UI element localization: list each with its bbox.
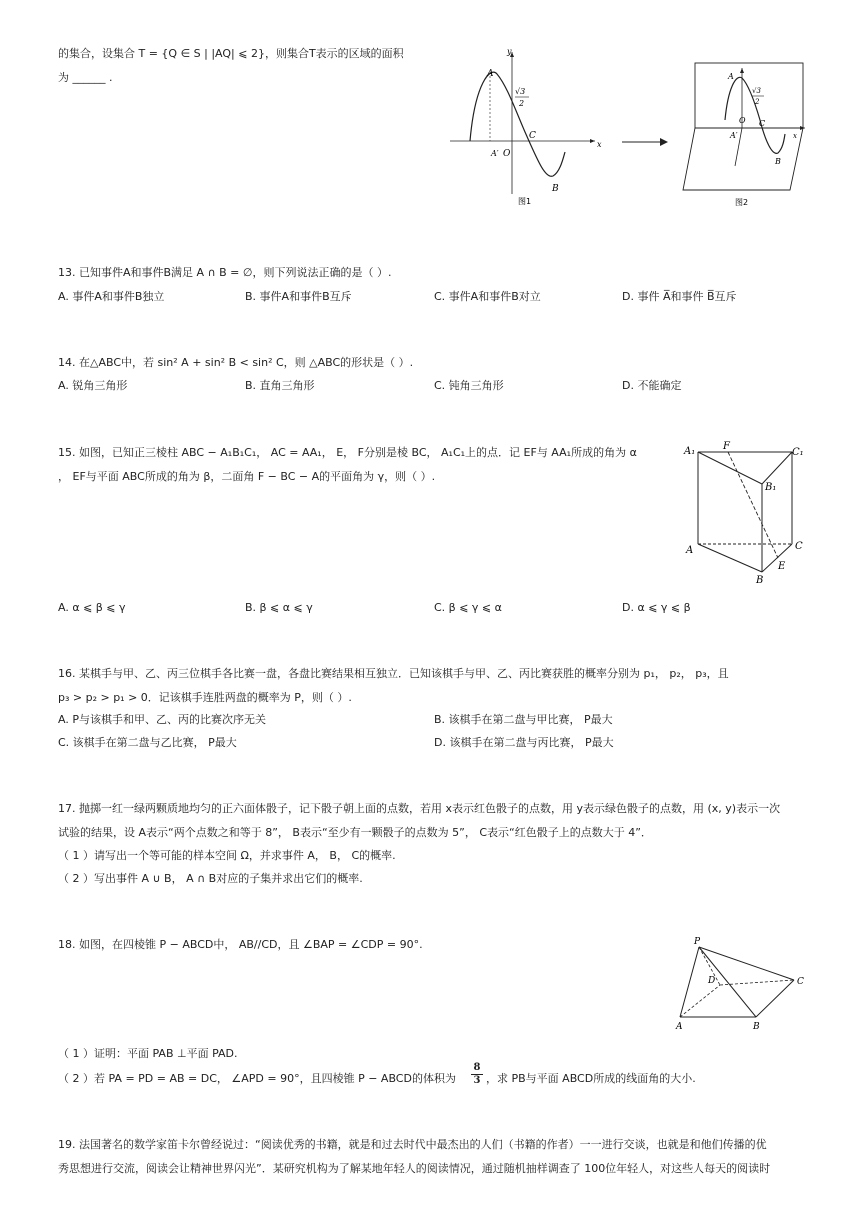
prism-label-e: E [778,561,786,572]
fig1-label-c: C [529,131,536,141]
prism-label-b: B [756,575,764,586]
fig1-label-sqrt3: √3 [515,87,526,96]
q17-sub1: （ 1 ）请写出一个等可能的样本空间 Ω，并求事件 A， B， C的概率. [58,849,396,862]
q18-stem: 18. 如图，在四棱锥 P − ABCD中， AB//CD，且 ∠BAP = ∠CDP = 90°. [58,938,423,951]
fig2-label-o: O [739,116,746,125]
fig1-label-y: y [507,47,512,56]
fig2-label-b: B [775,157,781,166]
q15-option-d[interactable]: D. α ⩽ γ ⩽ β [622,601,691,614]
q16-option-d[interactable]: D. 该棋手在第二盘与丙比赛， P最大 [434,736,614,749]
q17-line2: 试验的结果，设 A表示“两个点数之和等于 8”， B表示“至少有一颗骰子的点数为 5”， C表示“红色骰子上的点数大于 4”． [58,826,652,839]
q13-stem: 13. 已知事件A和事件B满足 A ∩ B = ∅，则下列说法正确的是（ ）. [58,266,392,279]
pyramid-label-b: B [753,1022,760,1032]
q15-line1: 15. 如图，已知正三棱柱 ABC − A₁B₁C₁， AC = AA₁， E， F分别是棱 BC， A₁C₁上的点．记 EF与 AA₁所成的角为 α [58,446,637,459]
fig1-caption: 图1 [518,197,532,206]
q14-stem: 14. 在△ABC中，若 sin² A + sin² B < sin² C，则 △ABC的形状是（ ）. [58,356,414,369]
q13-option-a[interactable]: A. 事件A和事件B独立 [58,290,165,303]
q16-option-c[interactable]: C. 该棋手在第二盘与乙比赛， P最大 [58,736,237,749]
pyramid-label-p: P [694,937,701,947]
fig2-label-c: C [759,119,766,128]
fig2-label-two: 2 [755,98,760,106]
prism-label-c1: C₁ [792,447,804,458]
q18-fraction-denominator: 3 [471,1074,483,1087]
q13-option-b[interactable]: B. 事件A和事件B互斥 [245,290,352,303]
q14-option-c[interactable]: C. 钝角三角形 [434,379,504,392]
q14-option-a[interactable]: A. 锐角三角形 [58,379,128,392]
fig1-label-aprime: A′ [491,149,499,158]
q15-option-a[interactable]: A. α ⩽ β ⩽ γ [58,601,126,614]
q19-line2: 秀思想进行交流，阅读会让精神世界闪光”．某研究机构为了解某地年轻人的阅读情况，通过随机抽样调查了 100位年轻人，对这些人每天的阅读时 [58,1162,771,1175]
q18-sub2-part1: （ 2 ）若 PA = PD = AB = DC， ∠APD = 90°，且四棱锥 P − ABCD的体积为 [58,1072,456,1085]
prism-label-a1: A₁ [684,446,696,457]
q16-option-b[interactable]: B. 该棋手在第二盘与甲比赛， P最大 [434,713,613,726]
fig1-label-o: O [503,149,511,159]
q16-line2: p₃ > p₂ > p₁ > 0．记该棋手连胜两盘的概率为 P，则（ ）. [58,691,352,704]
prism-label-f: F [723,441,730,452]
q18-sub1: （ 1 ）证明：平面 PAB ⊥平面 PAD. [58,1047,238,1060]
fig1-label-b: B [552,184,559,194]
q15-line2: ， EF与平面 ABC所成的角为 β，二面角 F − BC − A的平面角为 γ，则（ ）. [58,470,436,483]
fig2-label-a: A [728,72,734,81]
q15-option-c[interactable]: C. β ⩽ γ ⩽ α [434,601,502,614]
pyramid-label-d: D [708,976,716,986]
q17-sub2: （ 2 ）写出事件 A ∪ B， A ∩ B对应的子集并求出它们的概率. [58,872,363,885]
prism-figure [680,438,810,588]
prism-label-c: C [795,541,803,552]
fig1-label-two: 2 [519,99,525,108]
q18-fraction [471,1062,483,1087]
prism-label-a: A [686,545,694,556]
fig1-label-a: A [487,69,494,79]
figure-2 [680,58,815,213]
prism-label-b1: B₁ [765,482,777,493]
fig2-label-x: x [793,132,797,140]
q14-option-b[interactable]: B. 直角三角形 [245,379,315,392]
figure-1 [445,44,610,209]
q12-line2: 为 ______ . [58,71,113,84]
q18-sub2-part2: ，求 PB与平面 ABCD所成的线面角的大小. [486,1072,696,1085]
fig2-caption: 图2 [735,198,749,207]
q16-option-a[interactable]: A. P与该棋手和甲、乙、丙的比赛次序无关 [58,713,266,726]
q14-option-d[interactable]: D. 不能确定 [622,379,682,392]
arrow-right-icon [620,135,672,149]
fig1-label-x: x [597,140,602,149]
q18-fraction-numerator: 8 [473,1062,481,1073]
q17-line1: 17. 抛掷一红一绿两颗质地均匀的正六面体骰子，记下骰子朝上面的点数，若用 x表示红色骰子的点数，用 y表示绿色骰子的点数，用 (x, y)表示一次 [58,802,781,815]
fig2-label-aprime: A′ [730,131,738,140]
fig2-label-sqrt3: √3 [752,87,761,95]
q13-option-c[interactable]: C. 事件A和事件B对立 [434,290,541,303]
pyramid-figure [672,935,812,1033]
q16-line1: 16. 某棋手与甲、乙、丙三位棋手各比赛一盘，各盘比赛结果相互独立．已知该棋手与甲、乙、丙比赛获胜的概率分别为 p₁， p₂， p₃，且 [58,667,729,680]
q13-option-d[interactable]: D. 事件 A̅和事件 B̅互斥 [622,290,737,303]
q15-option-b[interactable]: B. β ⩽ α ⩽ γ [245,601,313,614]
q12-line1: 的集合，设集合 T = {Q ∈ S | |AQ| ⩽ 2}，则集合T表示的区域的面积 [58,47,404,60]
pyramid-label-a: A [676,1022,683,1032]
q19-line1: 19. 法国著名的数学家笛卡尔曾经说过：“阅读优秀的书籍，就是和过去时代中最杰出的人们（书籍的作者）一一进行交谈，也就是和他们传播的优 [58,1138,767,1151]
pyramid-label-c: C [797,977,804,987]
